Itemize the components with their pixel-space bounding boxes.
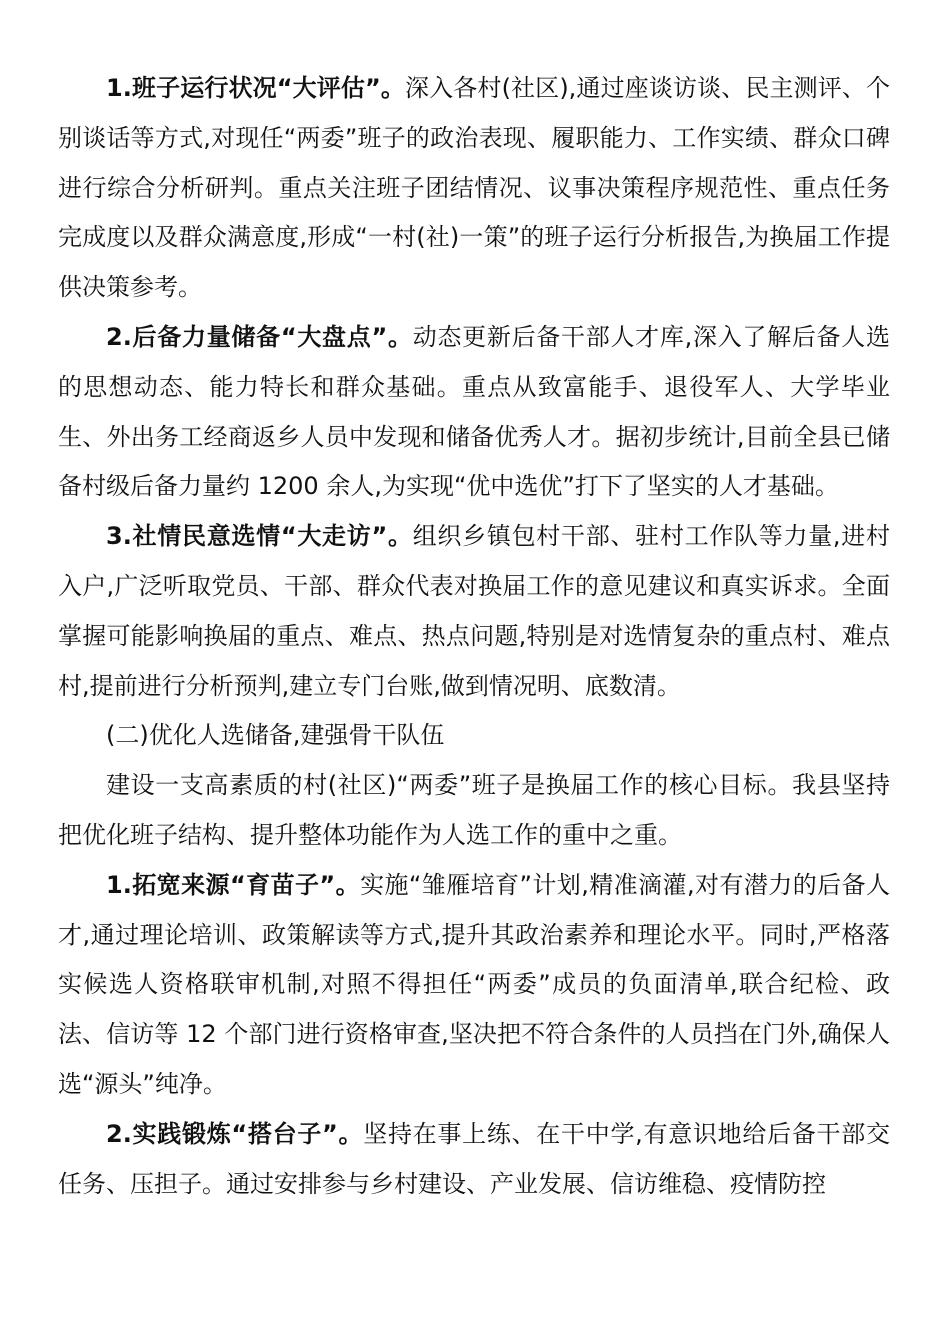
paragraph-core-goal bbox=[58, 761, 890, 861]
paragraph-text: 坚持在事上练、在干中学,有意识地给后备干部交任务、压担子。通过安排参与乡村建设、产业发展、信访维稳、疫情防控 bbox=[58, 1119, 890, 1198]
paragraph-text: 深入各村(社区),通过座谈访谈、民主测评、个别谈话等方式,对现任“两委”班子的政治表现、履职能力、工作实绩、群众口碑进行综合分析研判。重点关注班子团结情况、议事决策程序规范性、重点任务完成度以及群众满意度,形成“一村(社)一策”的班子运行分析报告,为换届工作提供决策参考。 bbox=[58, 74, 890, 302]
paragraph-practice-training bbox=[58, 1110, 890, 1210]
paragraph-heading: 2.后备力量储备“大盘点”。 bbox=[106, 322, 413, 351]
paragraph-text: 实施“雏雁培育”计划,精准滴灌,对有潜力的后备人才,通过理论培训、政策解读等方式,提升其政治素养和理论水平。同时,严格落实候选人资格联审机制,对照不得担任“两委”成员的负面清单,联合纪检、政法、信访等 12 个部门进行资格审查,坚决把不符合条件的人员挡在门外,确保人选“源头”纯净。 bbox=[58, 870, 890, 1098]
paragraph-heading: 1.班子运行状况“大评估”。 bbox=[106, 74, 406, 102]
paragraph-broaden-sources bbox=[58, 861, 890, 1110]
paragraph-heading: 1.拓宽来源“育苗子”。 bbox=[106, 870, 361, 899]
paragraph-heading: 3.社情民意选情“大走访”。 bbox=[106, 522, 413, 551]
paragraph-text: 建设一支高素质的村(社区)“两委”班子是换届工作的核心目标。我县坚持把优化班子结构、提升整体功能作为人选工作的重中之重。 bbox=[58, 771, 890, 849]
paragraph-heading: 2.实践锻炼“搭台子”。 bbox=[106, 1119, 364, 1148]
paragraph-team-assessment bbox=[58, 64, 890, 313]
paragraph-text: 动态更新后备干部人才库,深入了解后备人选的思想动态、能力特长和群众基础。重点从致富能手、退役军人、大学毕业生、外出务工经商返乡人员中发现和储备优秀人才。据初步统计,目前全县已储备村级后备力量约 1200 余人,为实现“优中选优”打下了坚实的人才基础。 bbox=[58, 322, 890, 501]
paragraph-public-visits bbox=[58, 512, 890, 711]
paragraph-reserve-inventory bbox=[58, 313, 890, 512]
paragraph-text: (二)优化人选储备,建强骨干队伍 bbox=[106, 721, 445, 750]
section-heading-optimize-candidates bbox=[58, 711, 890, 761]
document-body bbox=[58, 64, 890, 1209]
paragraph-text: 组织乡镇包村干部、驻村工作队等力量,进村入户,广泛听取党员、干部、群众代表对换届工作的意见建议和真实诉求。全面掌握可能影响换届的重点、难点、热点问题,特别是对选情复杂的重点村、难点村,提前进行分析预判,建立专门台账,做到情况明、底数清。 bbox=[58, 522, 890, 700]
